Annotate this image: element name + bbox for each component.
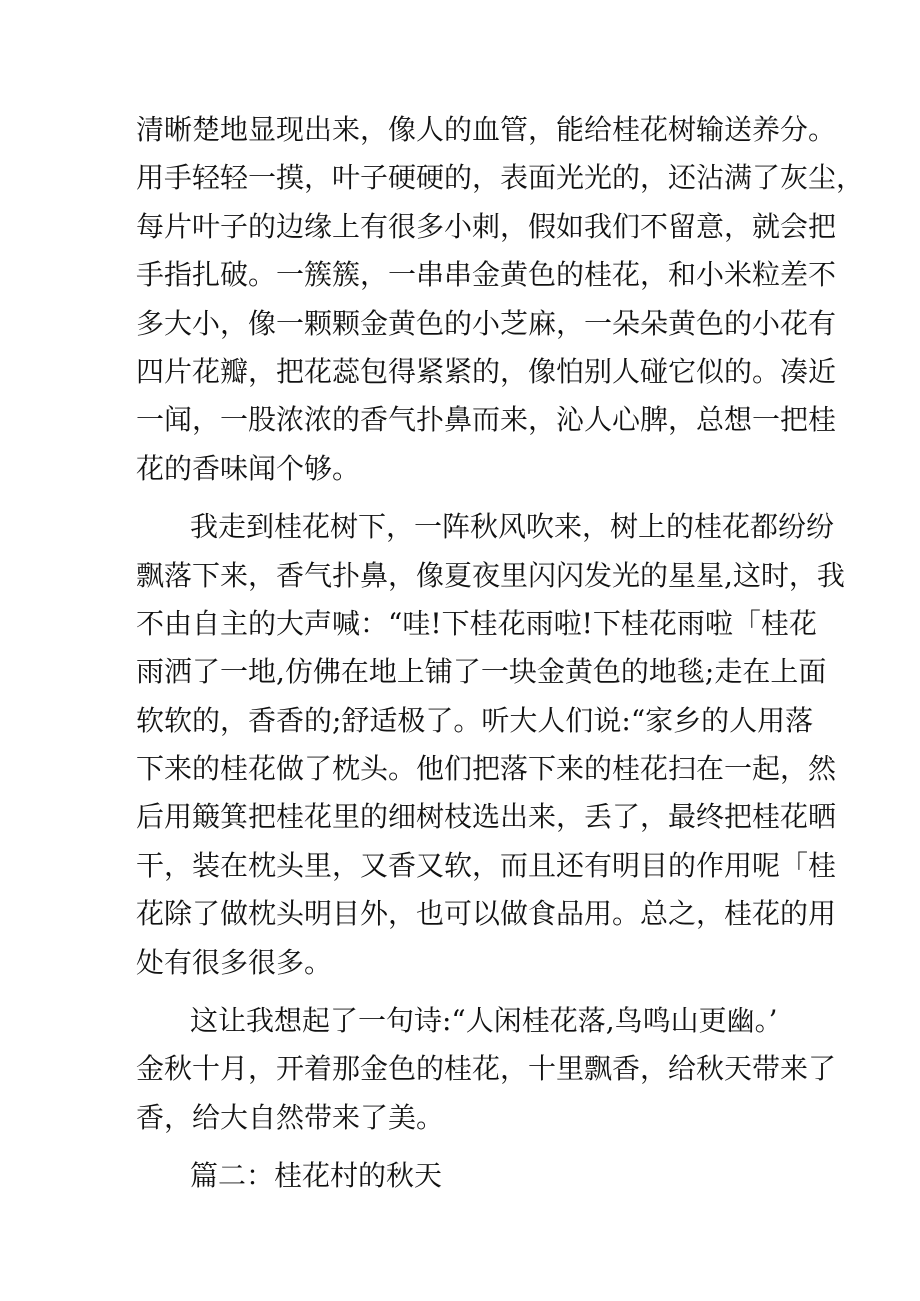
text-line: 金秋十月，开着那金色的桂花，十里飘香，给秋天带来了: [136, 1052, 837, 1086]
text-line: 花除了做枕头明目外，也可以做食品用。总之，桂花的用: [136, 897, 837, 931]
text-line: 我走到桂花树下，一阵秋风吹来，树上的桂花都纷纷: [190, 510, 835, 544]
paragraph: [136, 503, 845, 987]
text-line: 香，给大自然带来了美。: [136, 1100, 445, 1134]
text-line: 四片花瓣，把花蕊包得紧紧的，像怕别人碰它似的。凑近: [136, 354, 837, 388]
text-line: 干，装在枕头里，又香又软，而且还有明目的作用呢「桂: [136, 848, 837, 882]
text-line: 每片叶子的边缘上有很多小刺，假如我们不留意，就会把: [136, 209, 837, 243]
document-body: [136, 106, 865, 1201]
paragraph: [136, 997, 837, 1142]
text-line: 花的香味闻个够。: [136, 451, 361, 485]
paragraph-gap: [136, 1142, 796, 1152]
paragraph: [136, 106, 865, 493]
text-line: 清晰楚地显现出来，像人的血管，能给桂花树输送养分。: [136, 113, 837, 146]
text-line: 一闻，一股浓浓的香气扑鼻而来，沁人心脾，总想一把桂: [136, 403, 837, 437]
text-line: 后用簸箕把桂花里的细树枝选出来，丢了，最终把桂花晒: [136, 800, 837, 834]
paragraph-gap: [136, 493, 796, 503]
text-line: 用手轻轻一摸，叶子硬硬的，表面光光的，还沾满了灰尘，: [136, 161, 865, 195]
text-line: 雨洒了一地,仿佛在地上铺了一块金黄色的地毯;走在上面: [136, 655, 827, 689]
text-line: 手指扎破。一簇簇，一串串金黄色的桂花，和小米粒差不: [136, 258, 837, 292]
paragraph-gap: [136, 987, 796, 997]
text-line: 不由自主的大声喊：“哇!下桂花雨啦!下桂花雨啦「桂花: [136, 606, 817, 640]
text-line: 这让我想起了一句诗:“人闲桂花落,鸟鸣山更幽。’: [190, 1004, 778, 1038]
text-line: 处有很多很多。: [136, 945, 333, 979]
text-line: 软软的，香香的;舒适极了。听大人们说:“家乡的人用落: [136, 703, 814, 737]
section-heading-text: 篇二：桂花村的秋天: [190, 1159, 443, 1193]
text-line: 飘落下来，香气扑鼻，像夏夜里闪闪发光的星星,这时，我: [136, 558, 845, 592]
text-line: 下来的桂花做了枕头。他们把落下来的桂花扫在一起，然: [136, 752, 837, 786]
section-heading: [136, 1152, 796, 1200]
text-line: 多大小，像一颗颗金黄色的小芝麻，一朵朵黄色的小花有: [136, 306, 837, 340]
